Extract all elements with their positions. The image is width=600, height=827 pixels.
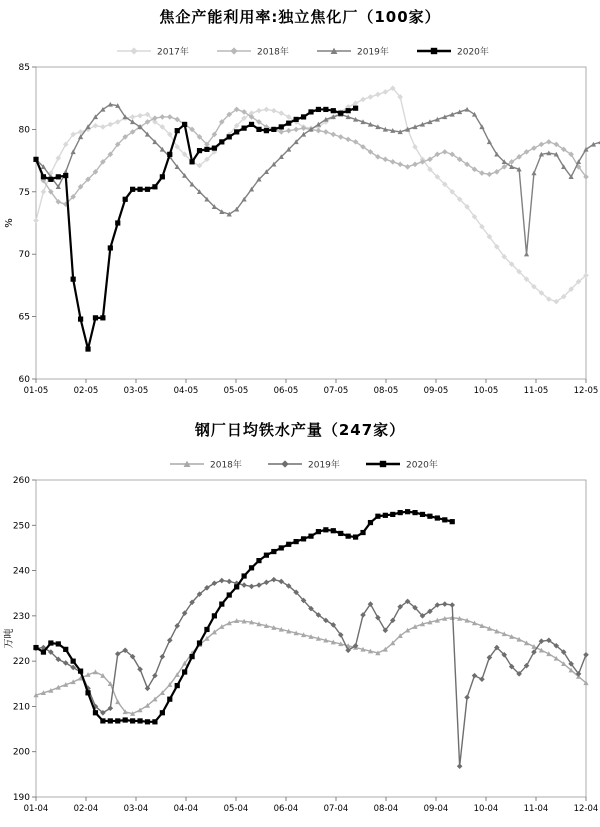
legend-label: 2019年 — [357, 47, 389, 58]
data-point-marker — [241, 582, 247, 588]
data-point-marker — [197, 640, 202, 645]
data-point-marker — [323, 107, 328, 112]
data-point-marker — [375, 92, 381, 98]
chart1-svg — [0, 27, 600, 407]
data-point-marker — [167, 114, 173, 120]
data-point-marker — [338, 531, 343, 536]
data-point-marker — [130, 114, 136, 120]
data-point-marker — [41, 189, 47, 195]
data-point-marker — [48, 640, 53, 645]
data-point-marker — [160, 114, 166, 120]
data-point-marker — [167, 152, 172, 157]
data-point-marker — [405, 509, 410, 514]
data-point-marker — [71, 277, 76, 282]
legend-label: 2019年 — [308, 460, 340, 471]
y-tick-label: 190 — [12, 793, 30, 803]
data-point-marker — [189, 654, 194, 659]
data-point-marker — [294, 117, 299, 122]
data-point-marker — [412, 162, 418, 168]
x-tick-label: 04-05 — [173, 386, 199, 396]
y-tick-label: 85 — [18, 63, 30, 73]
chart-capacity-utilization — [0, 0, 600, 413]
data-point-marker — [115, 699, 120, 704]
data-point-marker — [457, 763, 463, 769]
data-point-marker — [281, 460, 288, 467]
data-point-marker — [137, 718, 142, 723]
data-point-marker — [204, 627, 209, 632]
data-point-marker — [93, 123, 99, 129]
data-point-marker — [293, 127, 299, 133]
y-axis-label: % — [4, 218, 15, 228]
y-tick-label: 70 — [18, 250, 30, 261]
data-point-marker — [531, 170, 536, 175]
data-point-marker — [420, 512, 425, 517]
legend-label: 2018年 — [210, 460, 242, 471]
x-tick-label: 02-05 — [73, 386, 99, 396]
data-point-marker — [115, 119, 121, 125]
data-point-marker — [286, 128, 292, 134]
data-point-marker — [264, 553, 269, 558]
data-point-marker — [360, 530, 365, 535]
data-point-marker — [353, 100, 359, 106]
data-point-marker — [412, 510, 417, 515]
x-tick-label: 09-05 — [423, 386, 449, 396]
data-point-marker — [33, 645, 38, 650]
series-2019年 — [33, 102, 600, 257]
data-point-marker — [48, 177, 53, 182]
data-point-marker — [330, 132, 336, 138]
data-point-marker — [93, 315, 98, 320]
data-point-marker — [286, 121, 291, 126]
x-tick-label: 07-05 — [323, 386, 349, 396]
data-point-marker — [264, 128, 269, 133]
data-point-marker — [256, 558, 261, 563]
data-point-marker — [472, 673, 478, 679]
data-point-marker — [380, 461, 386, 467]
data-point-marker — [41, 649, 46, 654]
legend — [170, 459, 438, 471]
data-point-marker — [167, 697, 172, 702]
legend — [117, 46, 489, 58]
data-point-marker — [390, 512, 395, 517]
data-point-marker — [226, 579, 232, 585]
data-point-marker — [242, 126, 247, 131]
legend-label: 2018年 — [257, 47, 289, 58]
data-point-marker — [323, 129, 329, 135]
y-tick-label: 210 — [12, 702, 30, 713]
data-point-marker — [338, 134, 344, 140]
data-point-marker — [308, 109, 313, 114]
x-tick-label: 12-04 — [573, 804, 599, 814]
data-point-marker — [531, 145, 537, 151]
x-tick-label: 01-04 — [23, 804, 49, 814]
data-point-marker — [271, 127, 276, 132]
data-point-marker — [256, 582, 262, 588]
data-point-marker — [108, 122, 114, 128]
data-point-marker — [197, 148, 202, 153]
data-point-marker — [100, 718, 105, 723]
x-tick-label: 03-05 — [123, 386, 149, 396]
data-point-marker — [479, 676, 485, 682]
data-point-marker — [63, 647, 68, 652]
data-point-marker — [294, 539, 299, 544]
data-point-marker — [212, 146, 217, 151]
y-tick-label: 240 — [12, 566, 30, 577]
data-point-marker — [175, 128, 180, 133]
data-point-marker — [249, 584, 255, 590]
y-tick-label: 60 — [18, 375, 30, 385]
data-point-marker — [145, 719, 150, 724]
data-point-marker — [182, 669, 187, 674]
data-point-marker — [278, 110, 284, 116]
x-tick-label: 10-04 — [473, 804, 499, 814]
data-point-marker — [33, 218, 39, 224]
data-point-marker — [182, 122, 187, 127]
x-tick-label: 05-04 — [223, 804, 249, 814]
data-point-marker — [383, 157, 389, 163]
data-point-marker — [85, 346, 90, 351]
data-point-marker — [346, 534, 351, 539]
x-tick-label: 06-05 — [273, 386, 299, 396]
x-tick-label: 11-04 — [523, 804, 549, 814]
data-point-marker — [108, 718, 113, 723]
data-point-marker — [249, 122, 254, 127]
data-point-marker — [204, 147, 209, 152]
data-point-marker — [56, 174, 61, 179]
data-point-marker — [234, 129, 239, 134]
data-point-marker — [405, 164, 411, 170]
data-point-marker — [123, 197, 128, 202]
x-tick-label: 01-05 — [23, 386, 49, 396]
x-tick-label: 05-05 — [223, 386, 249, 396]
data-point-marker — [93, 710, 98, 715]
data-point-marker — [71, 149, 76, 154]
data-point-marker — [219, 601, 224, 606]
data-point-marker — [487, 139, 492, 144]
series-line — [36, 618, 586, 714]
x-tick-label: 02-04 — [73, 804, 99, 814]
data-point-marker — [33, 157, 38, 162]
series-2020年 — [33, 509, 454, 724]
data-point-marker — [100, 315, 105, 320]
chart2-title: 钢厂日均铁水产量（247家） — [194, 421, 406, 439]
data-point-marker — [137, 187, 142, 192]
data-point-marker — [78, 669, 83, 674]
data-point-marker — [271, 108, 277, 114]
series-line — [36, 512, 452, 722]
data-point-marker — [41, 174, 46, 179]
x-tick-label: 06-04 — [273, 804, 299, 814]
x-tick-label: 04-04 — [173, 804, 199, 814]
data-point-marker — [55, 155, 61, 161]
data-point-marker — [353, 534, 358, 539]
data-point-marker — [130, 47, 137, 54]
data-point-marker — [397, 162, 403, 168]
data-point-marker — [152, 184, 157, 189]
series-2019年 — [33, 577, 589, 769]
data-point-marker — [115, 651, 121, 657]
data-point-marker — [431, 48, 437, 54]
x-tick-label: 07-04 — [323, 804, 349, 814]
data-point-marker — [383, 513, 388, 518]
data-point-marker — [368, 520, 373, 525]
data-point-marker — [449, 602, 455, 608]
data-point-marker — [85, 690, 90, 695]
data-point-marker — [383, 89, 389, 95]
x-tick-label: 09-04 — [423, 804, 449, 814]
data-point-marker — [346, 108, 351, 113]
data-point-marker — [487, 172, 493, 178]
chart1-plot-area — [0, 27, 600, 407]
data-point-marker — [331, 528, 336, 533]
data-point-marker — [256, 108, 262, 114]
data-point-marker — [175, 683, 180, 688]
data-point-marker — [71, 659, 76, 664]
series-2017年 — [33, 85, 589, 304]
y-tick-label: 260 — [12, 476, 30, 486]
data-point-marker — [316, 529, 321, 534]
data-point-marker — [123, 717, 128, 722]
data-point-marker — [583, 652, 589, 658]
data-point-marker — [398, 510, 403, 515]
data-point-marker — [323, 527, 328, 532]
data-point-marker — [442, 517, 447, 522]
data-point-marker — [316, 107, 321, 112]
x-tick-label: 08-05 — [373, 386, 399, 396]
chart2-svg — [0, 440, 600, 825]
data-point-marker — [464, 695, 470, 701]
data-point-marker — [279, 124, 284, 129]
data-point-marker — [278, 129, 284, 135]
y-tick-label: 220 — [12, 657, 30, 668]
y-tick-label: 65 — [18, 312, 30, 323]
data-point-marker — [524, 252, 529, 257]
data-point-marker — [137, 113, 143, 119]
data-point-marker — [450, 519, 455, 524]
data-point-marker — [189, 159, 194, 164]
data-point-marker — [353, 106, 358, 111]
data-point-marker — [546, 139, 552, 145]
data-point-marker — [167, 638, 173, 644]
data-point-marker — [301, 114, 306, 119]
data-point-marker — [479, 170, 485, 176]
data-point-marker — [115, 220, 120, 225]
data-point-marker — [308, 534, 313, 539]
chart-daily-hot-metal-output — [0, 413, 600, 827]
data-point-marker — [345, 137, 351, 143]
y-tick-label: 250 — [12, 521, 30, 532]
data-point-marker — [242, 573, 247, 578]
data-point-marker — [464, 107, 469, 112]
data-point-marker — [375, 514, 380, 519]
data-point-marker — [145, 187, 150, 192]
x-tick-label: 03-04 — [123, 804, 149, 814]
data-point-marker — [160, 710, 165, 715]
data-point-marker — [368, 94, 374, 100]
y-tick-label: 80 — [18, 125, 30, 136]
data-point-marker — [360, 97, 366, 103]
data-point-marker — [316, 128, 322, 134]
y-tick-label: 200 — [12, 747, 30, 758]
data-point-marker — [442, 149, 448, 155]
data-point-marker — [301, 536, 306, 541]
data-point-marker — [256, 127, 261, 132]
data-point-marker — [219, 139, 224, 144]
data-point-marker — [271, 577, 277, 583]
y-tick-label: 75 — [18, 187, 30, 198]
data-point-marker — [264, 107, 270, 113]
data-point-marker — [160, 654, 166, 660]
legend-label: 2017年 — [157, 47, 189, 58]
data-point-marker — [160, 174, 165, 179]
series-line — [36, 108, 356, 349]
data-point-marker — [286, 542, 291, 547]
data-point-marker — [234, 584, 239, 589]
data-point-marker — [108, 245, 113, 250]
data-point-marker — [212, 613, 217, 618]
data-point-marker — [63, 173, 68, 178]
data-point-marker — [130, 187, 135, 192]
data-point-marker — [264, 580, 270, 586]
data-point-marker — [227, 592, 232, 597]
data-point-marker — [230, 47, 237, 54]
data-point-marker — [427, 514, 432, 519]
legend-label: 2020年 — [406, 460, 438, 471]
x-tick-label: 10-05 — [473, 386, 499, 396]
data-point-marker — [539, 142, 545, 148]
chart2-plot-area — [0, 440, 600, 825]
x-tick-label: 08-04 — [373, 804, 399, 814]
x-tick-label: 12-05 — [573, 386, 599, 396]
data-point-marker — [56, 641, 61, 646]
x-tick-label: 11-05 — [523, 386, 549, 396]
data-point-marker — [390, 159, 396, 165]
data-point-marker — [115, 718, 120, 723]
data-point-marker — [227, 134, 232, 139]
data-point-marker — [78, 316, 83, 321]
data-point-marker — [93, 669, 98, 674]
y-axis-label: 万吨 — [4, 628, 15, 649]
data-point-marker — [435, 515, 440, 520]
series-2020年 — [33, 106, 358, 352]
data-point-marker — [130, 718, 135, 723]
data-point-marker — [338, 111, 343, 116]
data-point-marker — [152, 719, 157, 724]
data-point-marker — [271, 549, 276, 554]
data-point-marker — [442, 601, 448, 607]
data-point-marker — [219, 578, 225, 584]
data-point-marker — [100, 124, 106, 130]
legend-label: 2020年 — [457, 47, 489, 58]
data-point-marker — [375, 615, 381, 621]
data-point-marker — [331, 108, 336, 113]
data-point-marker — [249, 565, 254, 570]
data-point-marker — [279, 545, 284, 550]
y-tick-label: 230 — [12, 611, 30, 622]
chart1-title: 焦企产能利用率:独立焦化厂（100家） — [159, 8, 441, 26]
